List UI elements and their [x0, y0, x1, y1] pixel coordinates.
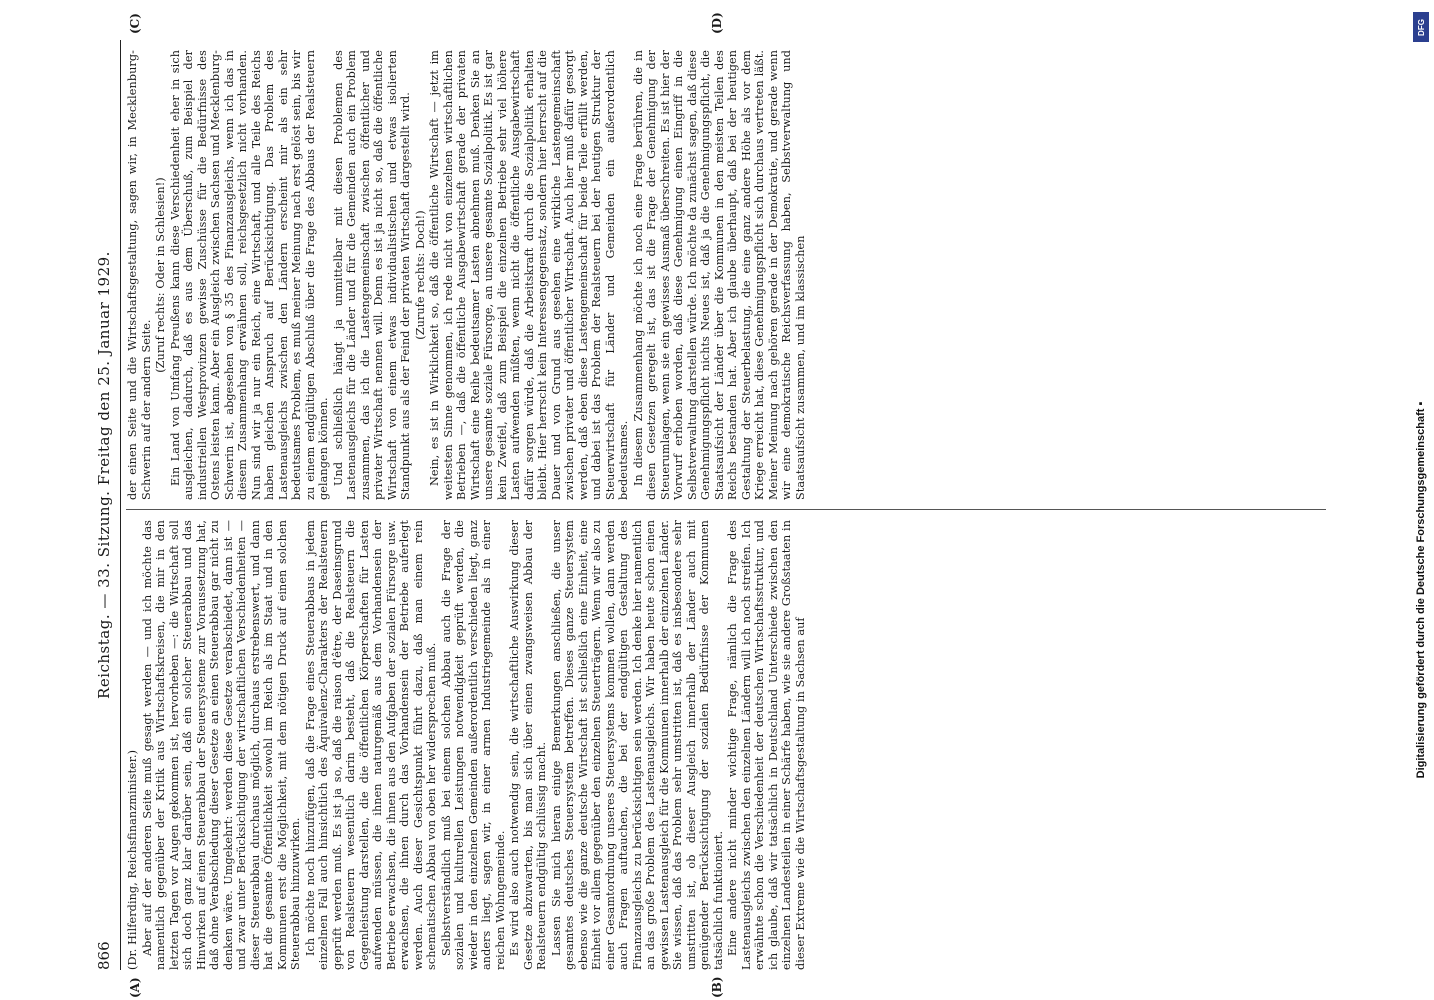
interjection: (Zurufe rechts: Doch!) — [413, 210, 427, 340]
paragraph: Aber auf der anderen Seite muß gesagt werden — und ich möchte das namentlich gegenüber der Kritik aus Wirtschaftskreisen, die mir in den letzten Tagen vor Augen gekommen ist, hervorheben —: die Wirtschaft soll sich doch ganz klar darüber sein, daß ein solcher Steuerabbau und das Hinwirken auf einen Steuerabbau der Steuersysteme zur Voraussetzung hat, daß ohne Verabschiedung dieser Gesetze an einen Steuerabbau gar nicht zu denken wäre. Umgekehrt: werden diese Gesetze verabschiedet, dann ist — und zwar unter Berücksichtigung der wirtschaftlichen Verschiedenheiten — dieser Steuerabbau durchaus möglich, durchaus erstrebenswert, und dann hat die gesamte Öffentlichkeit sowohl im Reich als im Staat und in den Kommunen erst die Möglichkeit, mit dem nötigen Druck auf einen solchen Steuerabbau hinzuwirken. — [140, 520, 302, 970]
paragraph: Und schließlich hängt ja unmittelbar mit diesen Problemen des Lastenausgleichs für die Länder und für die Gemeinden auch ein Problem zusammen, das ich die Lastengemeinschaft zwischen öffentlicher und privater Wirtschaft nennen will. Denn es ist ja nicht so, daß die öffentliche Wirtschaft von einem etwas individualistischen und etwas isolierten Standpunkt aus als der Feind der privaten Wirtschaft dargestellt wird. — [331, 50, 412, 500]
paragraph: Selbstverständlich muß bei einem solchen Abbau auch die Frage der sozialen und kulturellen Leistungen notwendigkeit geprüft werden, die wieder in den einzelnen Gemeinden außerordentlich verschieden liegt, ganz anders liegt, sagen wir, in einer armen Industriegemeinde als in einer reichen Wohngemeinde. — [439, 520, 507, 970]
left-column — [126, 520, 1330, 970]
column-divider — [126, 509, 1326, 510]
paragraph: Nein, es ist in Wirklichkeit so, daß die öffentliche Wirtschaft — jetzt im weitesten Sinne genommen, ich rede nicht von einzelnen wirtschaftlichen Betrieben —, daß die öffentliche Ausgabewirtschaft gerade der privaten Wirtschaft eine Reihe bedeutsamer Lasten abnehmen muß. Denken Sie an unsere gesamte soziale Fürsorge, an unsere gesamte Sozialpolitik. Es ist gar kein Zweifel, daß zum Beispiel die einzelnen Betriebe sehr viel höhere Lasten aufwenden müßten, wenn nicht die öffentliche Ausgabewirtschaft dafür sorgen würde, daß die Arbeitskraft durch die Sozialpolitik erhalten bleibt. Hier herrscht kein Interessengegensatz, sondern hier herrscht auf die Dauer und von Grund aus gesehen eine wirkliche Lastengemeinschaft zwischen privater und öffentlicher Wirtschaft. Auch hier muß dafür gesorgt werden, daß eben diese Lastengemeinschaft für beide Teile erfüllt werden, und dabei ist das Problem der Realsteuern bei der heutigen Struktur der Steuerwirtschaft für Länder und Gemeinden ein außerordentlich bedeutsames. — [428, 50, 630, 500]
dfg-logo: DFG — [1413, 12, 1429, 42]
margin-marker-a: (A) — [128, 977, 142, 998]
paragraph: der einen Seite und die Wirtschaftsgestaltung, sagen wir, in Mecklenburg-Schwerin auf der andern Seite. — [126, 50, 153, 500]
interjection: (Zuruf rechts: Oder in Schlesien!) — [154, 177, 167, 373]
speaker-line: (Dr. Hilferding, Reichsfinanzminister.) — [126, 749, 139, 970]
page-title: Reichstag. — 33. Sitzung. Freitag den 25. Januar 1929. — [95, 251, 113, 699]
rotated-document-page — [90, 12, 1330, 998]
funding-sidebar — [1408, 0, 1434, 1000]
margin-marker-d: (D) — [710, 12, 724, 34]
funding-notice: Digitalisierung gefördert durch die Deutsche Forschungsgemeinschaft ▪ — [1415, 401, 1427, 779]
paragraph: Ich möchte noch hinzufügen, daß die Frage eines Steuerabbaus in jedem einzelnen Fall auch hinsichtlich des Äquivalenz-Charakters der Realsteuern geprüft werden muß. Es ist ja so, daß die raison d'être, der Daseinsgrund von Realsteuern wesentlich darin besteht, daß die Realsteuern die Gegenleistung darstellen, die die öffentlichen Körperschaften für Lasten aufwenden müssen, die ihnen naturgemäß aus dem Vorhandensein der Betriebe erwachsen, die ihnen aus den Aufgaben der sozialen Fürsorge usw. erwachsen, die ihnen durch das Vorhandensein der Betriebe auferlegt werden. Auch dieser Gesichtspunkt führt dazu, daß man einem rein schematischen Abbau von oben her widersprechen muß. — [303, 520, 438, 970]
paragraph: Eine andere nicht minder wichtige Frage, nämlich die Frage des Lastenausgleichs zwischen den einzelnen Ländern will ich noch streifen. Ich erwähnte schon die Verschiedenheit der deutschen Wirtschaftsstruktur, und ich glaube, daß wir tatsächlich in Deutschland Unterschiede zwischen den einzelnen Landesteilen in einer Schärfe haben, wie sie andere Großstaaten in dieser Extreme wie die Wirtschaftsgestaltung in Sachsen auf — [726, 520, 807, 970]
page-number: 866 — [95, 941, 113, 970]
right-column — [126, 50, 1330, 500]
margin-marker-b: (B) — [710, 976, 724, 998]
paragraph: Lassen Sie mich hieran einige Bemerkungen anschließen, die unser gesamtes deutsches Steuersystem betreffen. Dieses ganze Steuersystem ebenso wie die ganze deutsche Wirtschaft ist schließlich eine Einheit, eine Einheit vor allem gegenüber den einzelnen Steuerträgern. Wenn wir also zu einer Gesamtordnung unseres Steuersystems kommen wollen, dann werden auch Fragen auftauchen, die bei der endgültigen Gestaltung des Finanzausgleichs zu berücksichtigen sein werden. Ich denke hier namentlich an das große Problem des Lastenausgleichs. Wir haben heute schon einen gewissen Lastenausgleich für die Kommunen innerhalb der einzelnen Länder. Sie wissen, daß das Problem sehr umstritten ist, daß es insbesondere sehr umstritten ist, ob dieser Ausgleich innerhalb der Länder auch mit genügender Berücksichtigung der sozialen Bedürfnisse der Kommunen tatsächlich funktioniert. — [549, 520, 725, 970]
paragraph: Ein Land von Umfang Preußens kann diese Verschiedenheit eher in sich ausgleichen, dadurch, daß es aus dem Überschuß, zum Beispiel der industriellen Westprovinzen gewisse Zuschüsse für die Bedürfnisse des Ostens leisten kann. Aber ein Ausgleich zwischen Sachsen und Mecklenburg-Schwerin ist, abgesehen von § 35 des Finanzausgleichs, wenn ich das in diesem Zusammenhang erwähnen soll, reichsgesetzlich nicht vorhanden. Nun sind wir ja nur ein Reich, eine Wirtschaft, und alle Teile des Reichs haben gleichen Anspruch auf Berücksichtigung. Das Problem des Lastenausgleichs zwischen den Ländern erscheint mir als ein sehr bedeutsames Problem, es muß meiner Meinung nach erst gelöst sein, bis wir zu einem endgültigen Abschluß über die Frage des Abbaus der Realsteuern gelangen können. — [168, 50, 330, 500]
page-header — [90, 40, 118, 970]
paragraph: Es wird also auch notwendig sein, die wirtschaftliche Auswirkung dieser Gesetze abzuwarten, bis man sich über einen zwangsweisen Abbau der Realsteuern endgültig schlüssig macht. — [508, 520, 548, 970]
header-rule — [120, 40, 121, 970]
paragraph: In diesem Zusammenhang möchte ich noch eine Frage berühren, die in diesen Gesetzen geregelt ist, das ist die Frage der Genehmigung der Steuerumlagen, wenn sie ein gewisses Ausmaß überschreiten. Es ist hier der Vorwurf erhoben worden, daß diese Genehmigung einen Eingriff in die Selbstverwaltung darstellen würde. Ich möchte da zunächst sagen, daß diese Genehmigungspflicht nichts Neues ist, daß ja die Genehmigungspflicht, die Staatsaufsicht der Länder über die Kommunen in den meisten Teilen des Reichs bestanden hat. Aber ich glaube überhaupt, daß bei der heutigen Gestaltung der Steuerbelastung, die eine ganz andere Höhe als vor dem Kriege erreicht hat, diese Genehmigungspflicht sich durchaus vertreten läßt. Meiner Meinung nach gehören gerade in der Demokratie, und gerade wenn wir eine demokratische Reichsverfassung haben, Selbstverwaltung und Staatsaufsicht zusammen, und im klassischen — [631, 50, 807, 500]
margin-marker-c: (C) — [128, 13, 142, 34]
